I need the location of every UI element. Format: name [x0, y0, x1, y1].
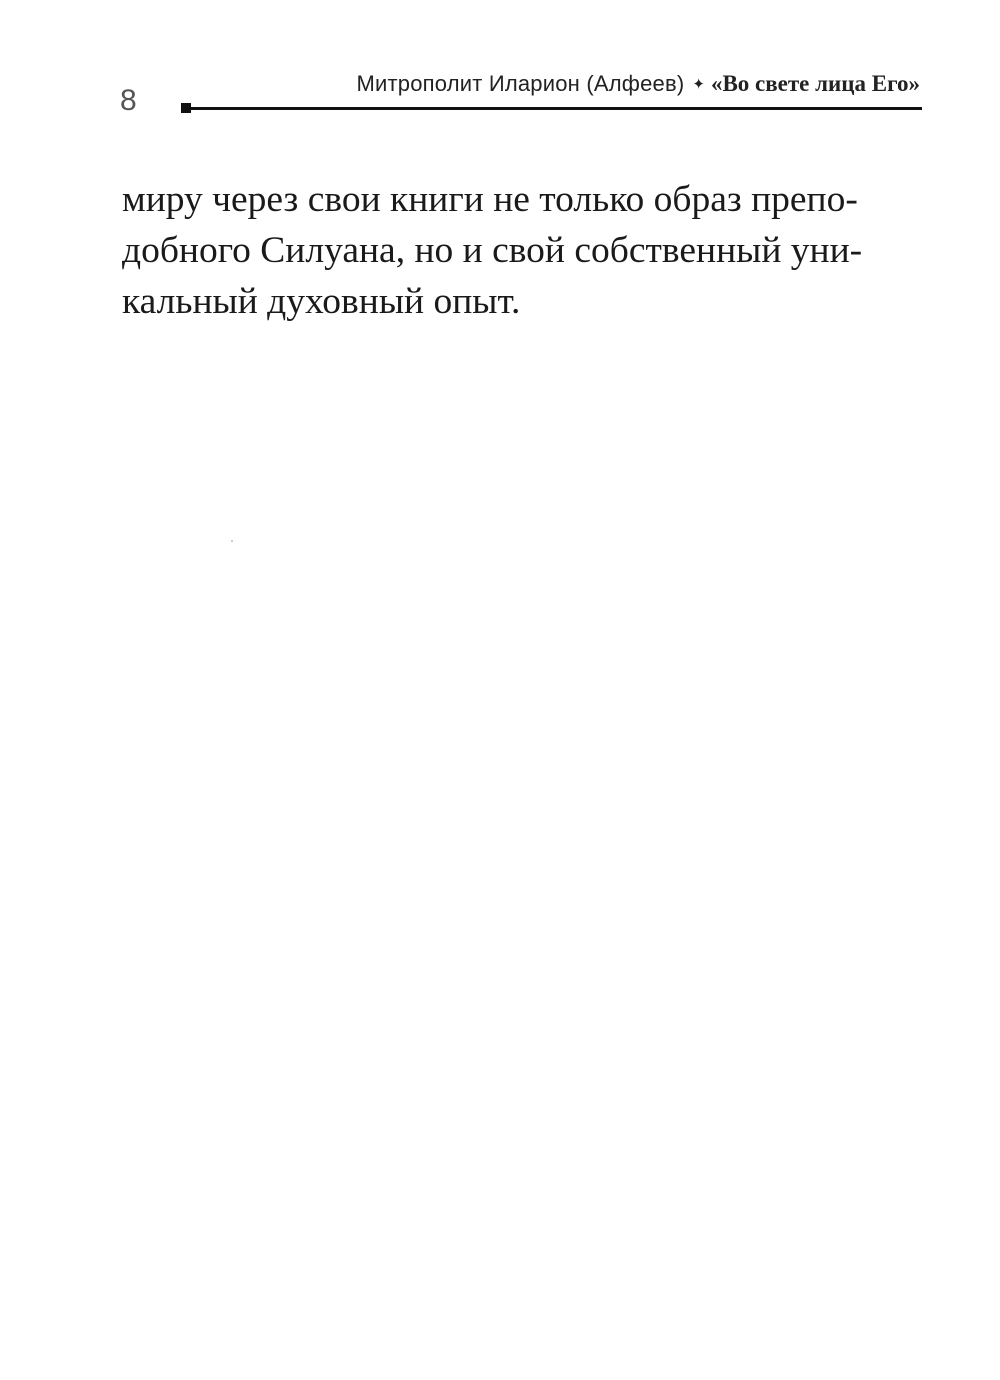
body-line: кальный духовный опыт.: [122, 281, 521, 322]
header-separator-icon: ✦: [692, 75, 705, 93]
page-number: 8: [120, 84, 137, 117]
header-book-title: «Во свете лица Его»: [710, 71, 920, 96]
header-author: Митрополит Иларион (Алфеев): [356, 71, 685, 96]
running-header: [356, 72, 920, 95]
body-line: миру через свои книги не только образ препо-: [122, 179, 858, 220]
paper-speck: [231, 540, 233, 542]
body-paragraph: [122, 174, 922, 327]
body-line: добного Силуана, но и свой собственный уни-: [122, 230, 863, 271]
header-rule: [186, 107, 922, 110]
